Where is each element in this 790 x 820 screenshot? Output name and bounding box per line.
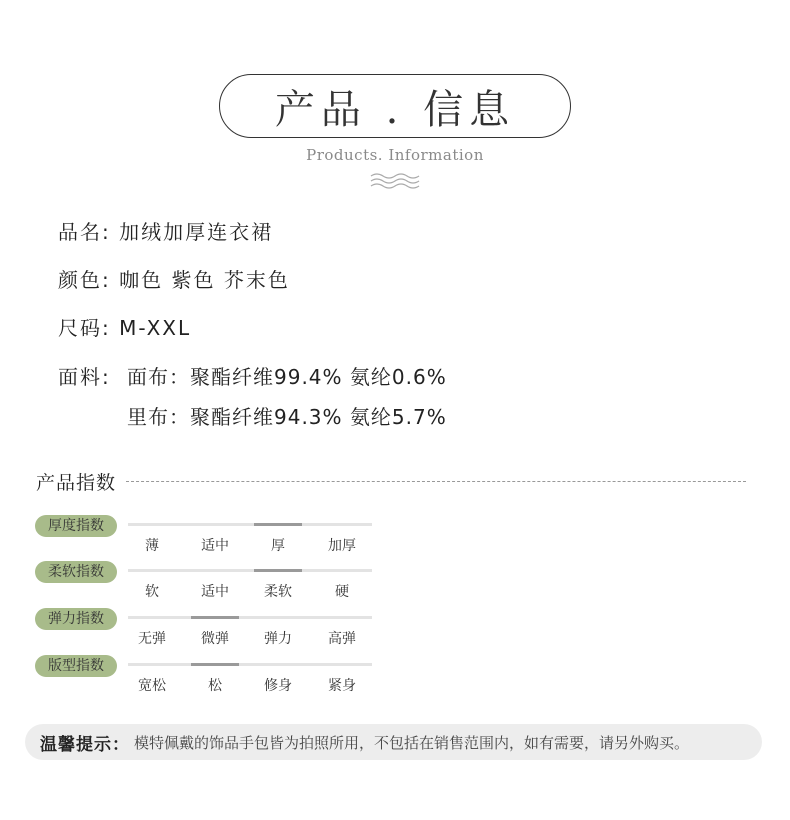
metric-option-label: 无弹 bbox=[138, 631, 166, 647]
product-color-label: 颜色: bbox=[58, 268, 111, 292]
metric-option-label: 高弹 bbox=[328, 631, 356, 647]
product-fabric-label: 面料: bbox=[58, 365, 111, 389]
metric-selected-marker bbox=[191, 616, 239, 619]
metric-option-label: 适中 bbox=[201, 538, 229, 554]
product-color-row bbox=[58, 264, 290, 293]
metric-option-label: 弹力 bbox=[264, 631, 292, 647]
metric-option-label: 加厚 bbox=[328, 538, 356, 554]
metric-option-label: 宽松 bbox=[138, 678, 166, 694]
product-fabric-row bbox=[58, 361, 111, 390]
metric-option-label: 软 bbox=[145, 584, 159, 600]
metric-selected-marker bbox=[254, 569, 302, 572]
wave-icon bbox=[370, 172, 420, 190]
fabric-outer-value: 面布：聚酯纤维99.4% 氨纶0.6% bbox=[127, 365, 447, 389]
metric-option-label: 硬 bbox=[335, 584, 349, 600]
product-size-value: M-XXL bbox=[119, 316, 192, 340]
metric-option-label: 适中 bbox=[201, 584, 229, 600]
metric-option-label: 厚 bbox=[271, 538, 285, 554]
metric-option-label: 薄 bbox=[145, 538, 159, 554]
notice-text: 模特佩戴的饰品手包皆为拍照所用，不包括在销售范围内，如有需要，请另外购买。 bbox=[134, 733, 690, 752]
product-color-value: 咖色 紫色 芥末色 bbox=[119, 268, 290, 292]
indices-section-title: 产品指数 bbox=[36, 472, 117, 494]
page-subtitle: Products. Information bbox=[306, 146, 484, 164]
page-title: 产品 . 信息 bbox=[219, 74, 571, 138]
product-size-row bbox=[58, 312, 191, 341]
metric-option-label: 修身 bbox=[264, 678, 292, 694]
metric-badge: 柔软指数 bbox=[35, 561, 117, 583]
notice-label: 温馨提示： bbox=[40, 734, 130, 755]
metric-option-label: 松 bbox=[208, 678, 222, 694]
metric-option-label: 微弹 bbox=[201, 631, 229, 647]
metric-track bbox=[128, 569, 372, 572]
product-name-value: 加绒加厚连衣裙 bbox=[119, 220, 274, 244]
metric-selected-marker bbox=[254, 523, 302, 526]
metric-option-label: 紧身 bbox=[328, 678, 356, 694]
product-name-row bbox=[58, 216, 273, 245]
product-size-label: 尺码: bbox=[58, 316, 111, 340]
metric-badge: 弹力指数 bbox=[35, 608, 117, 630]
product-name-label: 品名: bbox=[58, 220, 111, 244]
metric-selected-marker bbox=[191, 663, 239, 666]
metric-track bbox=[128, 616, 372, 619]
fabric-lining-value: 里布：聚酯纤维94.3% 氨纶5.7% bbox=[127, 405, 447, 429]
metric-badge: 厚度指数 bbox=[35, 515, 117, 537]
metric-track bbox=[128, 523, 372, 526]
metric-option-label: 柔软 bbox=[264, 584, 292, 600]
metric-badge: 版型指数 bbox=[35, 655, 117, 677]
section-divider bbox=[126, 481, 746, 482]
notice-bar bbox=[25, 724, 762, 760]
metric-track bbox=[128, 663, 372, 666]
